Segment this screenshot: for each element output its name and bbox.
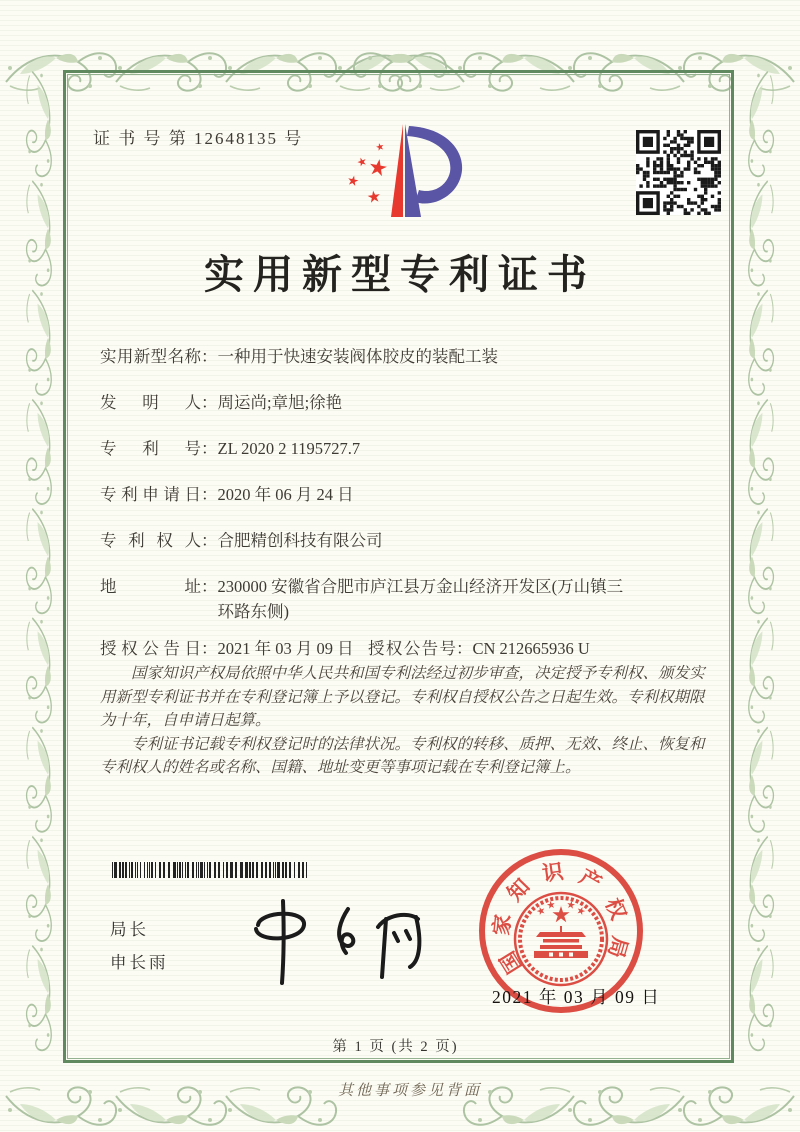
cnipa-logo-icon [335, 120, 475, 220]
svg-text:家: 家 [489, 913, 516, 937]
svg-text:识: 识 [540, 859, 565, 886]
field-colon: ： [201, 531, 218, 550]
certificate-fields [100, 344, 718, 682]
barcode-icon [112, 862, 310, 878]
field-label: 专 利 号 [100, 439, 201, 458]
commissioner-name: 申长雨 [110, 953, 169, 972]
svg-text:知: 知 [502, 874, 535, 906]
field-value: 2020 年 06 月 24 日 [217, 485, 354, 504]
legal-paragraph-1: 国家知识产权局依照中华人民共和国专利法经过初步审查，决定授予专利权、颁发实用新型专利证书并在专利登记簿上予以登记。专利权自授权公告之日起生效。专利权期限为十年，自申请日起算。 [100, 665, 705, 729]
field-colon: ： [201, 485, 218, 504]
field-label: 发 明 人 [100, 393, 201, 412]
field-label: 授 权 公 告 日 [100, 639, 201, 658]
commissioner-title: 局长 [110, 920, 149, 939]
field-row-address [100, 574, 718, 624]
field-grant-number [368, 636, 590, 661]
legal-text [100, 662, 714, 780]
page-number: 第 1 页 (共 2 页) [332, 1039, 459, 1055]
field-value: 一种用于快速安装阀体胶皮的装配工装 [217, 347, 498, 366]
field-value: ZL 2020 2 1195727.7 [217, 439, 361, 458]
svg-text:国: 国 [495, 947, 527, 978]
field-label: 专 利 申 请 日 [100, 485, 201, 504]
field-label: 专 利 权 人 [100, 531, 201, 550]
field-label: 授 权 公 告 号 [368, 639, 456, 658]
field-colon: ： [456, 639, 473, 658]
field-label: 地 址 [100, 577, 201, 596]
field-row-patent-number [100, 436, 718, 461]
field-colon: ： [201, 639, 218, 658]
field-colon: ： [201, 439, 218, 458]
field-row-patentee [100, 528, 718, 553]
svg-text:产: 产 [575, 864, 606, 896]
field-value: CN 212665936 U [472, 639, 590, 658]
field-row-inventors [100, 390, 718, 415]
field-row-filing-date [100, 482, 718, 507]
field-colon: ： [201, 577, 218, 596]
qr-code-icon [636, 130, 721, 215]
back-note: 其他事项参见背面 [337, 1083, 482, 1099]
legal-paragraph-2: 专利证书记载专利权登记时的法律状况。专利权的转移、质押、无效、终止、恢复和专利权人的姓名或名称、国籍、地址变更等事项记载在专利登记簿上。 [100, 735, 705, 776]
certificate-title: 实用新型专利证书 [204, 252, 596, 297]
field-value: 2021 年 03 月 09 日 [217, 639, 354, 658]
field-value: 230000 安徽省合肥市庐江县万金山经济开发区(万山镇三环路东侧) [217, 577, 624, 621]
field-value: 合肥精创科技有限公司 [217, 531, 383, 550]
certificate-number: 证 书 号 第 12648135 号 [93, 129, 304, 148]
field-label: 实 用 新 型 名 称 [100, 347, 201, 366]
ornament-right-band [740, 66, 780, 1066]
signature-icon [228, 895, 438, 990]
svg-text:局: 局 [603, 933, 633, 961]
field-row-grant [100, 636, 718, 661]
seal-date: 2021 年 03 月 09 日 [492, 987, 661, 1007]
svg-text:权: 权 [600, 894, 631, 924]
field-row-name [100, 344, 718, 369]
field-value: 周运尚;章旭;徐艳 [217, 393, 343, 412]
field-colon: ： [201, 347, 218, 366]
field-colon: ： [201, 393, 218, 412]
ornament-left-band [20, 66, 60, 1066]
